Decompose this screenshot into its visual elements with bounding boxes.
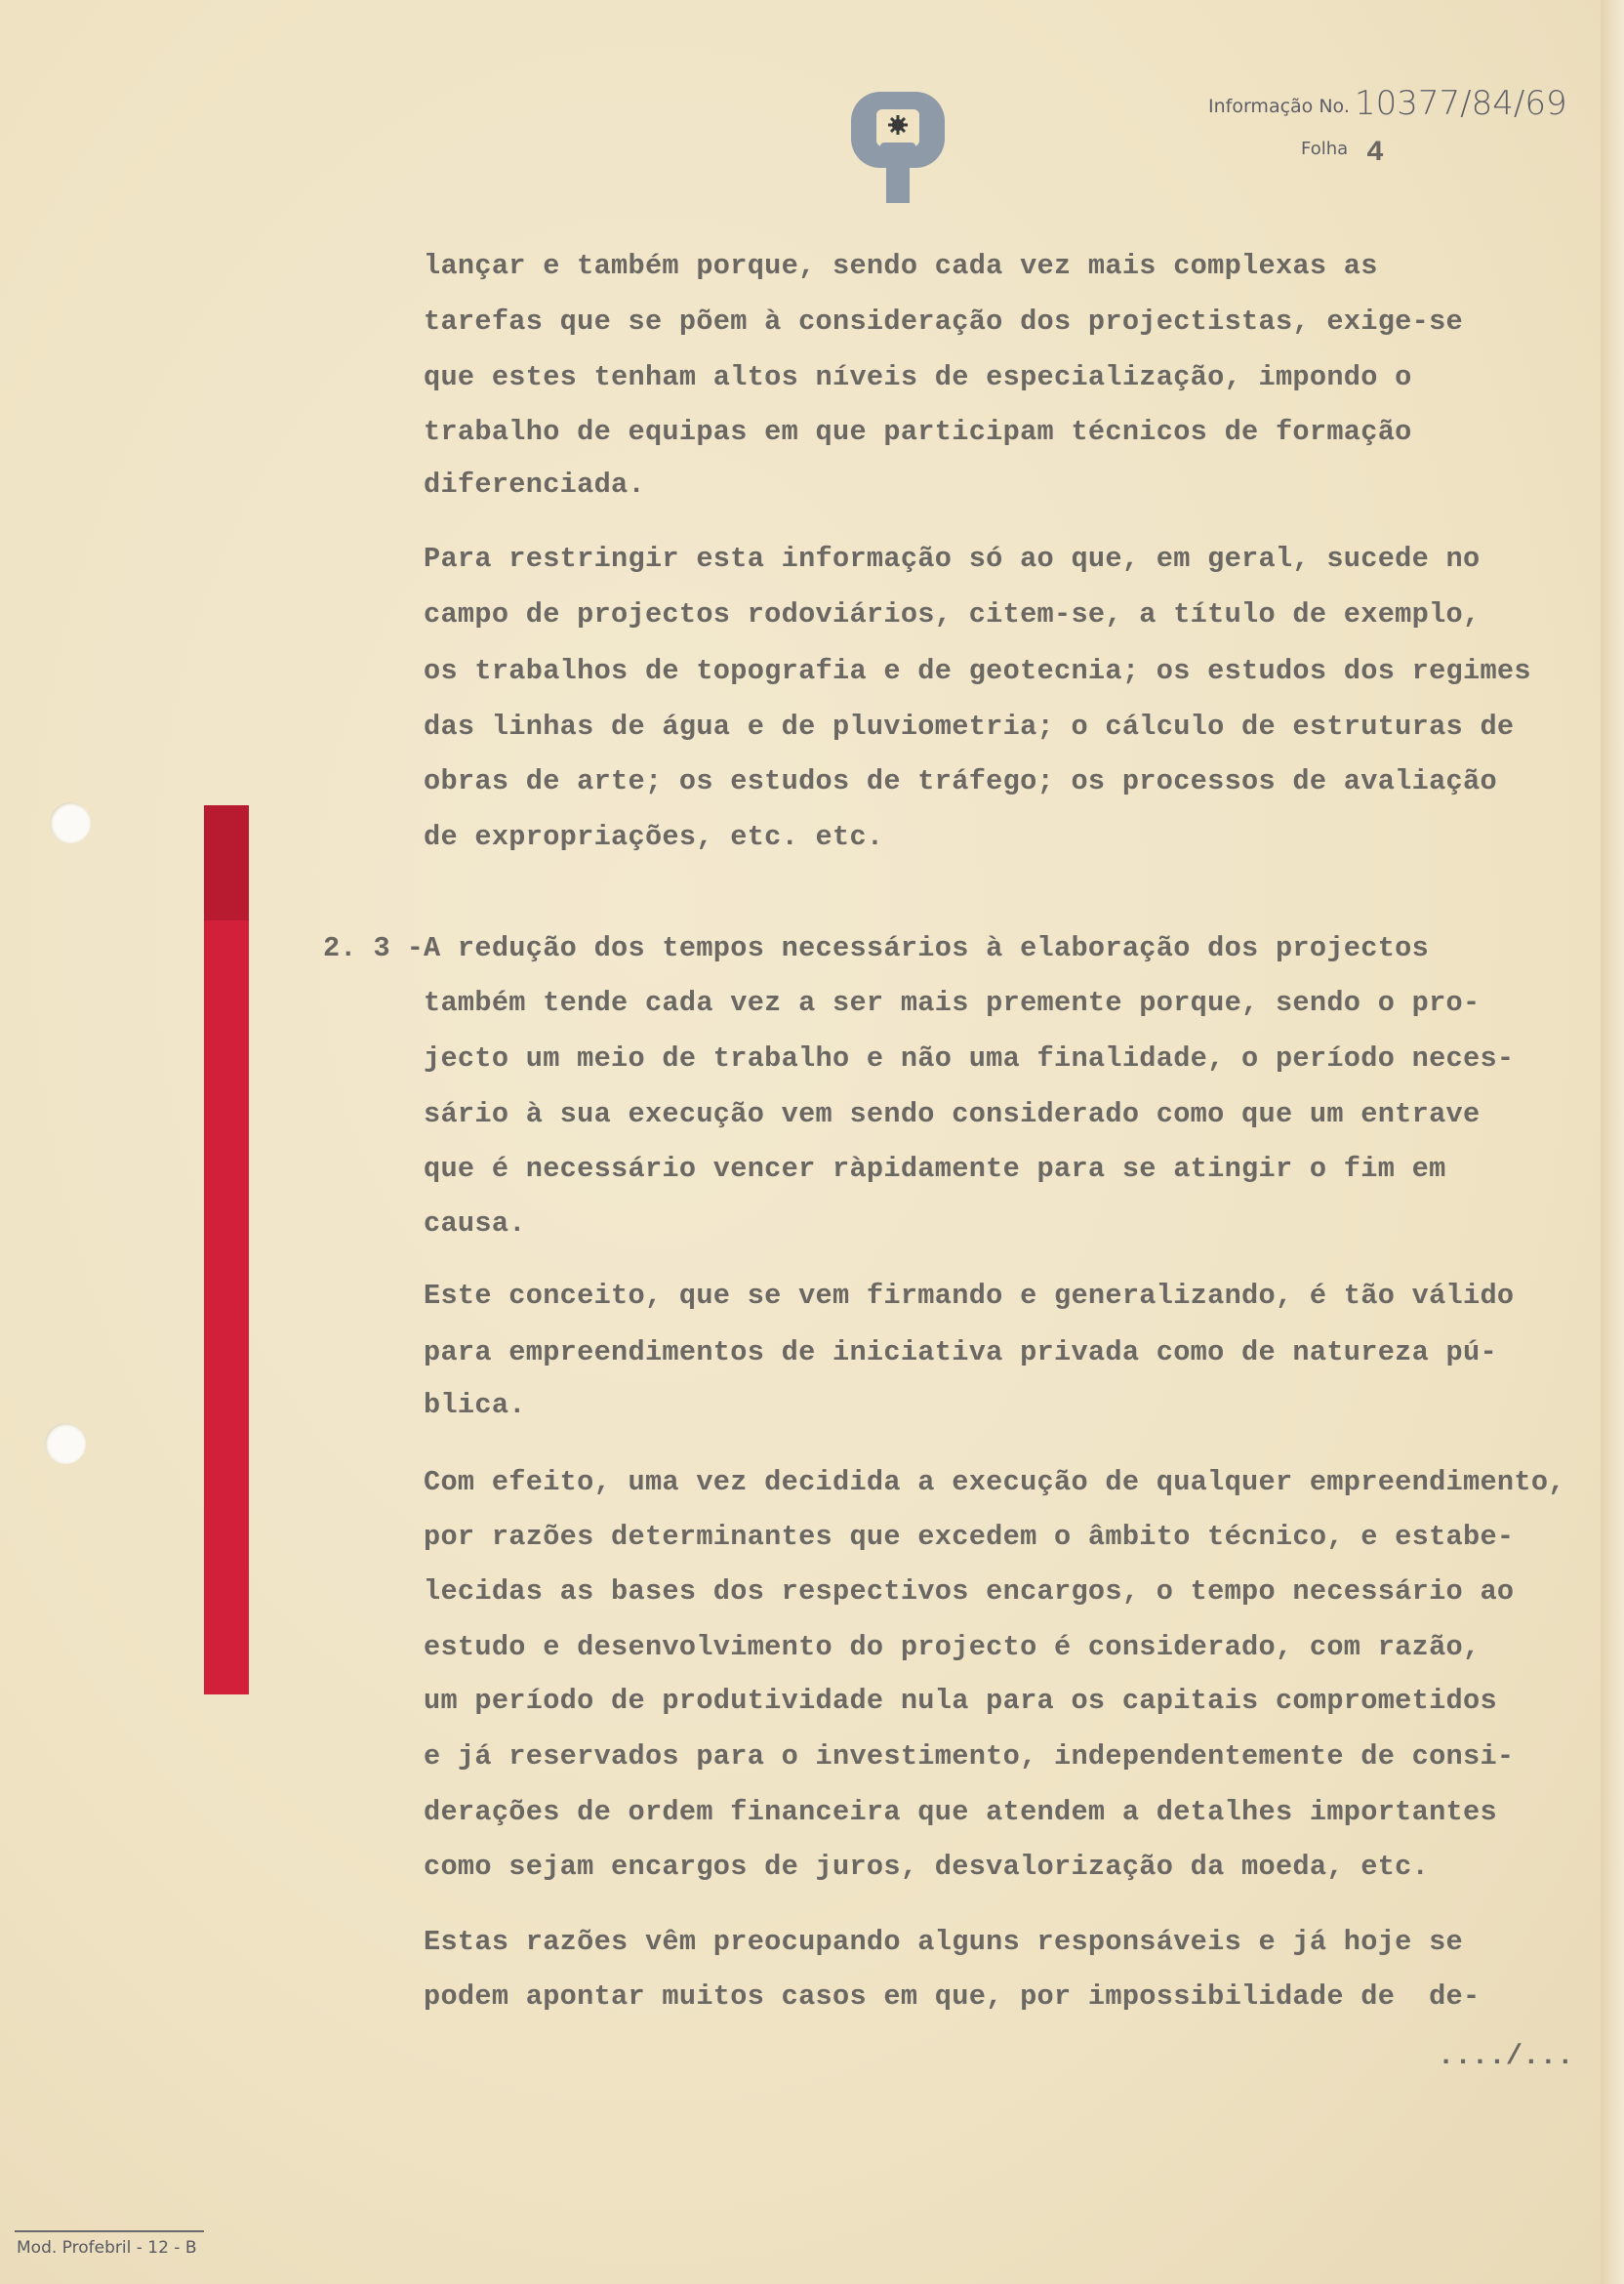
- text-line: um período de produtividade nula para os capitais comprometidos: [424, 1685, 1497, 1717]
- text-line: lançar e também porque, sendo cada vez mais complexas as: [424, 250, 1378, 282]
- text-line: causa.: [424, 1207, 526, 1240]
- punch-hole: [45, 1423, 86, 1464]
- text-line: para empreendimentos de iniciativa privada como de natureza pú-: [424, 1336, 1497, 1368]
- folha-label: Folha: [1301, 139, 1349, 159]
- text-line: diferenciada.: [424, 469, 645, 501]
- text-line: obras de arte; os estudos de tráfego; os processos de avaliação: [424, 765, 1497, 797]
- continuation-mark: ..../...: [1438, 2040, 1574, 2072]
- text-line: campo de projectos rodoviários, citem-se, a título de exemplo,: [424, 598, 1481, 631]
- paper-edge: [1601, 0, 1624, 2284]
- red-marker-top: [204, 805, 249, 920]
- text-line: que estes tenham altos níveis de especialização, impondo o: [424, 361, 1412, 393]
- text-line: podem apontar muitos casos em que, por impossibilidade de de-: [424, 1980, 1481, 2013]
- text-line: sário à sua execução vem sendo considerado como que um entrave: [424, 1098, 1481, 1130]
- text-line: que é necessário vencer ràpidamente para se atingir o fim em: [424, 1153, 1446, 1185]
- footer-rule: [15, 2230, 204, 2232]
- red-margin-marker: [204, 805, 249, 1694]
- text-line: Para restringir esta informação só ao que, em geral, sucede no: [424, 543, 1481, 575]
- text-line: Com efeito, uma vez decidida a execução de qualquer empreendimento,: [424, 1466, 1565, 1498]
- text-line: Este conceito, que se vem firmando e generalizando, é tão válido: [424, 1280, 1515, 1312]
- informacao-number: 10377/84/69: [1355, 84, 1567, 123]
- text-line: Estas razões vêm preocupando alguns responsáveis e já hoje se: [424, 1926, 1464, 1958]
- text-line: jecto um meio de trabalho e não uma finalidade, o período neces-: [424, 1042, 1515, 1075]
- company-logo: [845, 88, 951, 203]
- punch-hole: [50, 802, 91, 843]
- text-line: tarefas que se põem à consideração dos projectistas, exige-se: [424, 306, 1464, 338]
- text-line: os trabalhos de topografia e de geotecnia; os estudos dos regimes: [424, 655, 1531, 687]
- informacao-label: Informação No.: [1208, 96, 1350, 117]
- text-line: por razões determinantes que excedem o âmbito técnico, e estabe-: [424, 1521, 1515, 1553]
- section-number: 2. 3 -: [323, 932, 424, 964]
- folha-number: 4: [1366, 137, 1385, 170]
- text-line: lecidas as bases dos respectivos encargos, o tempo necessário ao: [424, 1575, 1515, 1608]
- text-line: e já reservados para o investimento, independentemente de consi-: [424, 1740, 1515, 1773]
- text-line: também tende cada vez a ser mais premente porque, sendo o pro-: [424, 987, 1481, 1019]
- text-line: derações de ordem financeira que atendem a detalhes importantes: [424, 1796, 1497, 1828]
- text-line: de expropriações, etc. etc.: [424, 821, 884, 853]
- text-line: das linhas de água e de pluviometria; o cálculo de estruturas de: [424, 711, 1515, 743]
- form-code: Mod. Profebril - 12 - B: [17, 2238, 197, 2258]
- text-line: estudo e desenvolvimento do projecto é considerado, com razão,: [424, 1631, 1481, 1663]
- text-line: A redução dos tempos necessários à elaboração dos projectos: [424, 932, 1430, 964]
- text-line: trabalho de equipas em que participam técnicos de formação: [424, 416, 1412, 448]
- text-line: como sejam encargos de juros, desvalorização da moeda, etc.: [424, 1851, 1430, 1883]
- text-line: blica.: [424, 1389, 526, 1421]
